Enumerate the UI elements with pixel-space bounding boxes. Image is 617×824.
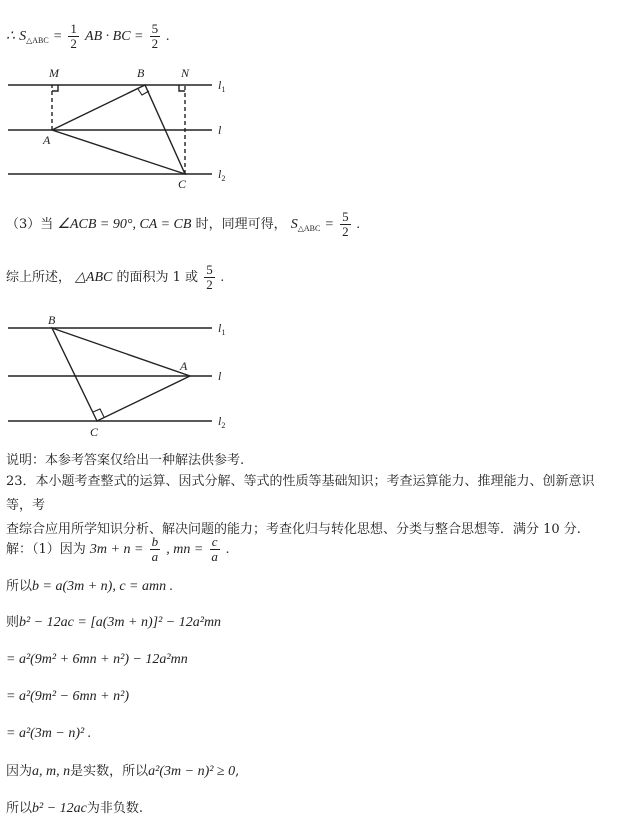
- label-c: C: [90, 425, 99, 439]
- case-3-condition: ∠ACB = 90°, CA = CB: [57, 217, 192, 232]
- summary-fraction: $\frac{5}{2}$: [206, 262, 213, 292]
- fraction-half: $\frac{1}{2}$: [70, 21, 77, 51]
- label-l2: $l_2$: [218, 414, 226, 430]
- solution-so-line: 所以b = a(3m + n), c = amn .: [6, 579, 174, 594]
- case-3-line: （3）当 ∠ACB = 90°, CA = CB 时，同理可得， $S_{\triangle ABC}$ = $\frac{5}{2}$ .: [6, 209, 361, 239]
- equals-sign: =: [52, 29, 63, 44]
- area-symbol: S: [19, 29, 27, 44]
- solution-step-3: = a²(3m − n)² .: [6, 726, 92, 741]
- question-23-description: [6, 470, 606, 542]
- label-l: l: [218, 369, 222, 383]
- label-l2: $l_2$: [218, 167, 226, 183]
- case-3-fraction: $\frac{5}{2}$: [342, 209, 349, 239]
- label-l1: $l_1$: [218, 78, 226, 94]
- question-23-line-2: 查综合应用所学知识分析、解决问题的能力；考查化归与转化思想、分类与整合思想等．满分 10 分.: [6, 522, 581, 537]
- case-3-mid: 时，同理可得，: [195, 217, 287, 232]
- label-b: B: [137, 66, 145, 80]
- label-a: A: [43, 133, 51, 147]
- solution-then-line: 则b² − 12ac = [a(3m + n)]² − 12a²mn: [6, 615, 222, 630]
- case-3-prefix: （3）当: [6, 217, 54, 232]
- right-angle-n: [179, 85, 185, 91]
- fraction-b-over-a: $\frac{b}{a}$: [151, 534, 159, 564]
- label-a: A: [180, 359, 188, 373]
- label-l1: $l_1$: [218, 321, 226, 337]
- label-m: M: [49, 66, 59, 80]
- summary-triangle: △ABC: [75, 270, 113, 285]
- solution-step-2: = a²(9m² − 6mn + n²): [6, 689, 129, 704]
- label-b: B: [48, 313, 56, 327]
- summary-mid: 的面积为 1 或: [116, 270, 199, 285]
- fraction-c-over-a: $\frac{c}{a}$: [211, 534, 218, 564]
- label-c: C: [178, 177, 187, 191]
- solution-step-1: = a²(9m² + 6mn + n²) − 12a²mn: [6, 652, 188, 667]
- label-l: l: [218, 123, 222, 137]
- figure-2-diagram: [0, 312, 260, 442]
- solution-final-line: 所以b² − 12ac为非负数.: [6, 801, 144, 816]
- question-23-line-1: 23．本小题考查整式的运算、因式分解、等式的性质等基础知识；考查运算能力、推理能力、创新意识等，考: [6, 474, 595, 513]
- note-line: 说明：本参考答案仅给出一种解法供参考.: [6, 453, 245, 468]
- solution-intro-line: 解：（1）因为 3m + n = $\frac{b}{a}$ , mn = $\frac{c}{a}$ .: [6, 534, 230, 564]
- figure-1-diagram: [0, 62, 260, 192]
- product-expression: AB · BC =: [85, 29, 144, 44]
- right-angle-m: [52, 85, 58, 91]
- solution-because-line: 因为a, m, n是实数，所以a²(3m − n)² ≥ 0,: [6, 764, 240, 779]
- label-n: N: [181, 66, 190, 80]
- area-formula-line: ∴ $S_{\triangle ABC}$ = $\frac{1}{2}$ AB · BC = $\frac{5}{2}$ .: [6, 21, 170, 51]
- summary-line: 综上所述， △ABC 的面积为 1 或 $\frac{5}{2}$ .: [6, 262, 225, 292]
- therefore-symbol: ∴: [6, 29, 15, 44]
- triangle-abc: [52, 328, 190, 421]
- fraction-five-halves: $\frac{5}{2}$: [151, 21, 159, 51]
- area-subscript: △ABC: [26, 36, 49, 45]
- summary-prefix: 综上所述，: [6, 270, 72, 285]
